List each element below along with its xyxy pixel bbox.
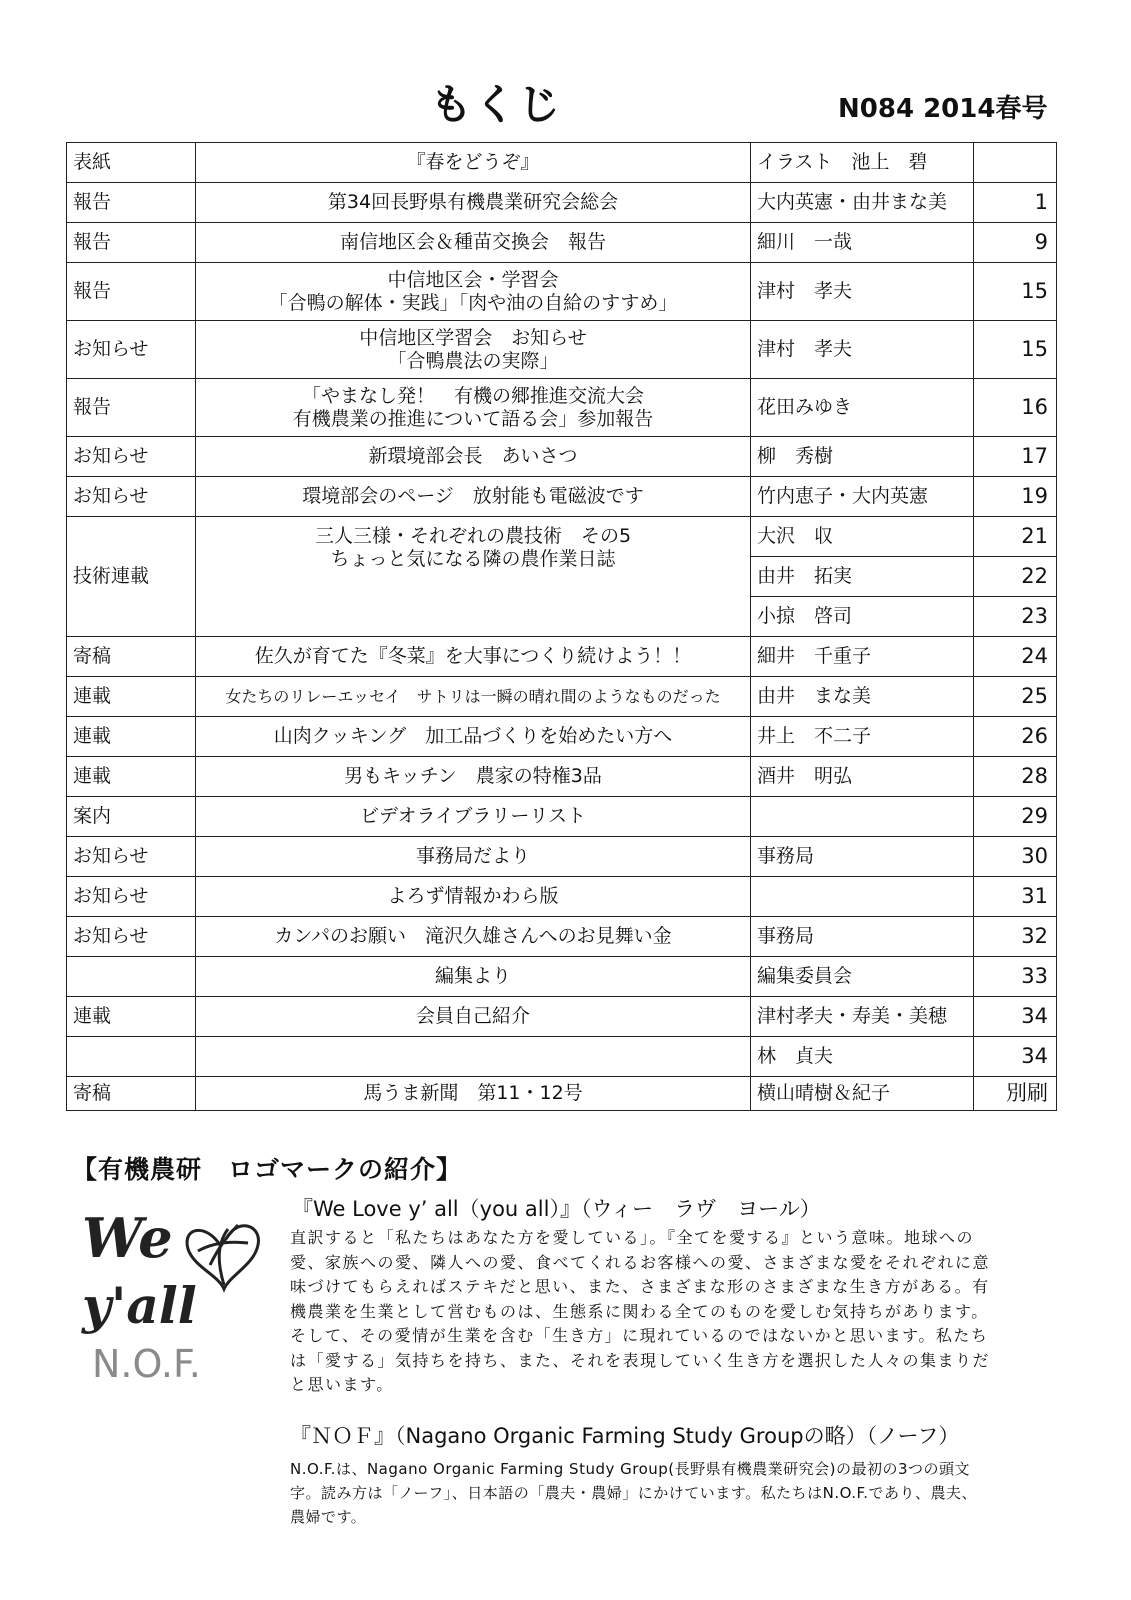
toc-author: 酒井 明弘: [751, 757, 974, 797]
logo-section-heading: 【有機農研 ロゴマークの紹介】: [72, 1155, 463, 1184]
toc-page: 15: [974, 263, 1057, 321]
toc-page: 19: [974, 477, 1057, 517]
toc-title: 山肉クッキング 加工品づくりを始めたい方へ: [196, 717, 751, 757]
toc-page: 別刷: [974, 1077, 1057, 1111]
table-row: [67, 717, 1057, 757]
toc-title: 中信地区会・学習会 「合鴨の解体・実践」「肉や油の自給のすすめ」: [196, 263, 751, 321]
toc-author: 由井 まな美: [751, 677, 974, 717]
toc-author: 津村孝夫・寿美・美穂: [751, 997, 974, 1037]
toc-author: 由井 拓実: [751, 557, 974, 597]
table-row: [67, 263, 1057, 321]
table-row: [67, 223, 1057, 263]
we-love-paragraph: 直訳すると「私たちはあなた方を愛している」。『全てを愛する』という意味。地球への愛、家族への愛、隣人への愛、食べてくれるお客様への愛、さまざまな愛をそれぞれに意味づけてもらえればステキだと思い、また、さまざまな形のさまざまな生き方がある。有機農業を生業として営むものは、生態系に関わる全てのものを愛しむ気持ちがあります。そして、その愛情が生業を含む「生き方」に現れているのではないかと思います。私たちは「愛する」気持ちを持ち、また、それを表現していく生き方を選択した人々の集まりだと思います。: [290, 1228, 991, 1394]
toc-author: [751, 797, 974, 837]
toc-category: 表紙: [67, 143, 196, 183]
toc-page: [974, 143, 1057, 183]
table-row: [67, 997, 1057, 1037]
toc-page: 30: [974, 837, 1057, 877]
toc-page: 34: [974, 997, 1057, 1037]
heart-doodle-icon: [187, 1225, 258, 1289]
toc-page: 23: [974, 597, 1057, 637]
table-row: [67, 877, 1057, 917]
toc-category: 寄稿: [67, 637, 196, 677]
toc-category: お知らせ: [67, 917, 196, 957]
toc-title: 会員自己紹介: [196, 997, 751, 1037]
toc-category: 連載: [67, 717, 196, 757]
toc-page: 9: [974, 223, 1057, 263]
toc-author: 花田みゆき: [751, 379, 974, 437]
logo-nof-text: N.O.F.: [92, 1342, 201, 1386]
toc-page: 31: [974, 877, 1057, 917]
table-row: [67, 637, 1057, 677]
table-row: [67, 797, 1057, 837]
toc-category: 案内: [67, 797, 196, 837]
toc-author: 井上 不二子: [751, 717, 974, 757]
toc-author: イラスト 池上 碧: [751, 143, 974, 183]
table-row: [67, 677, 1057, 717]
toc-table: [66, 142, 1057, 1111]
toc-page: 34: [974, 1037, 1057, 1077]
toc-category: 報告: [67, 263, 196, 321]
toc-category: [67, 1037, 196, 1077]
nof-logo: [78, 1205, 268, 1395]
toc-category: お知らせ: [67, 321, 196, 379]
toc-title: 『春をどうぞ』: [196, 143, 751, 183]
toc-title: 編集より: [196, 957, 751, 997]
toc-category: 連載: [67, 677, 196, 717]
toc-category: 連載: [67, 757, 196, 797]
table-row: [67, 957, 1057, 997]
toc-category: お知らせ: [67, 877, 196, 917]
toc-title: 佐久が育てた『冬菜』を大事につくり続けよう！！: [196, 637, 751, 677]
toc-title: よろず情報かわら版: [196, 877, 751, 917]
toc-title: 馬うま新聞 第11・12号: [196, 1077, 751, 1111]
toc-author: 大沢 収: [751, 517, 974, 557]
toc-author: 事務局: [751, 837, 974, 877]
toc-author: 柳 秀樹: [751, 437, 974, 477]
table-row: [67, 1037, 1057, 1077]
toc-title: カンパのお願い 滝沢久雄さんへのお見舞い金: [196, 917, 751, 957]
toc-title: 環境部会のページ 放射能も電磁波です: [196, 477, 751, 517]
toc-page: 22: [974, 557, 1057, 597]
page-title: もくじ: [430, 80, 563, 129]
toc-author: [751, 877, 974, 917]
toc-page: 28: [974, 757, 1057, 797]
toc-page: 15: [974, 321, 1057, 379]
table-row: [67, 917, 1057, 957]
toc-page: 25: [974, 677, 1057, 717]
toc-category: [67, 957, 196, 997]
table-row: [67, 183, 1057, 223]
toc-title: ビデオライブラリーリスト: [196, 797, 751, 837]
toc-page: 17: [974, 437, 1057, 477]
toc-category: お知らせ: [67, 477, 196, 517]
toc-title: 中信地区学習会 お知らせ 「合鴨農法の実際」: [196, 321, 751, 379]
table-row: [67, 837, 1057, 877]
toc-author: 津村 孝夫: [751, 263, 974, 321]
toc-page: 16: [974, 379, 1057, 437]
toc-page: 33: [974, 957, 1057, 997]
toc-author: 横山晴樹＆紀子: [751, 1077, 974, 1111]
table-row: [67, 757, 1057, 797]
table-row: [67, 517, 1057, 557]
table-row: [67, 1077, 1057, 1111]
nof-paragraph: N.O.F.は、Nagano Organic Farming Study Group(長野県有機農業研究会)の最初の3つの頭文字。読み方は「ノーフ」、日本語の「農夫・農婦」にかけています。私たちはN.O.F.であり、農夫、農婦です。: [290, 1460, 978, 1526]
toc-category: 連載: [67, 997, 196, 1037]
table-row: [67, 437, 1057, 477]
table-row: [67, 477, 1057, 517]
toc-category: お知らせ: [67, 837, 196, 877]
issue-number: N084 2014春号: [838, 94, 1048, 124]
toc-title: 南信地区会＆種苗交換会 報告: [196, 223, 751, 263]
toc-author: 津村 孝夫: [751, 321, 974, 379]
toc-author: 竹内恵子・大内英憲: [751, 477, 974, 517]
toc-author: 小掠 啓司: [751, 597, 974, 637]
toc-category: 報告: [67, 183, 196, 223]
toc-category: 報告: [67, 379, 196, 437]
table-row: [67, 321, 1057, 379]
toc-title: 事務局だより: [196, 837, 751, 877]
toc-category: 寄稿: [67, 1077, 196, 1111]
toc-category: お知らせ: [67, 437, 196, 477]
toc-page: 26: [974, 717, 1057, 757]
toc-author: 細井 千重子: [751, 637, 974, 677]
toc-title: 「やまなし発！ 有機の郷推進交流大会 有機農業の推進について語る会」参加報告: [196, 379, 751, 437]
toc-author: 事務局: [751, 917, 974, 957]
table-row: [67, 143, 1057, 183]
toc-title: 男もキッチン 農家の特権3品: [196, 757, 751, 797]
toc-category: 技術連載: [67, 517, 196, 637]
toc-page: 24: [974, 637, 1057, 677]
toc-title: 女たちのリレーエッセイ サトリは一瞬の晴れ間のようなものだった: [196, 677, 751, 717]
toc-page: 1: [974, 183, 1057, 223]
toc-title: [196, 1037, 751, 1077]
toc-author: 大内英憲・由井まな美: [751, 183, 974, 223]
toc-title: 三人三様・それぞれの農技術 その5 ちょっと気になる隣の農作業日誌: [196, 517, 751, 637]
logo-we-text: We: [82, 1206, 173, 1270]
toc-page: 32: [974, 917, 1057, 957]
toc-author: 林 貞夫: [751, 1037, 974, 1077]
we-love-title: 『We Love y’ all（you all）』（ウィー ラヴ ヨール）: [292, 1197, 821, 1221]
toc-page: 29: [974, 797, 1057, 837]
toc-category: 報告: [67, 223, 196, 263]
toc-author: 編集委員会: [751, 957, 974, 997]
toc-title: 新環境部会長 あいさつ: [196, 437, 751, 477]
table-row: [67, 379, 1057, 437]
toc-author: 細川 一哉: [751, 223, 974, 263]
logo-yall-text: y'all: [82, 1276, 197, 1335]
toc-page: 21: [974, 517, 1057, 557]
nof-title: 『ＮＯＦ』（Nagano Organic Farming Study Groupの略）（ノーフ）: [290, 1424, 960, 1448]
toc-title: 第34回長野県有機農業研究会総会: [196, 183, 751, 223]
